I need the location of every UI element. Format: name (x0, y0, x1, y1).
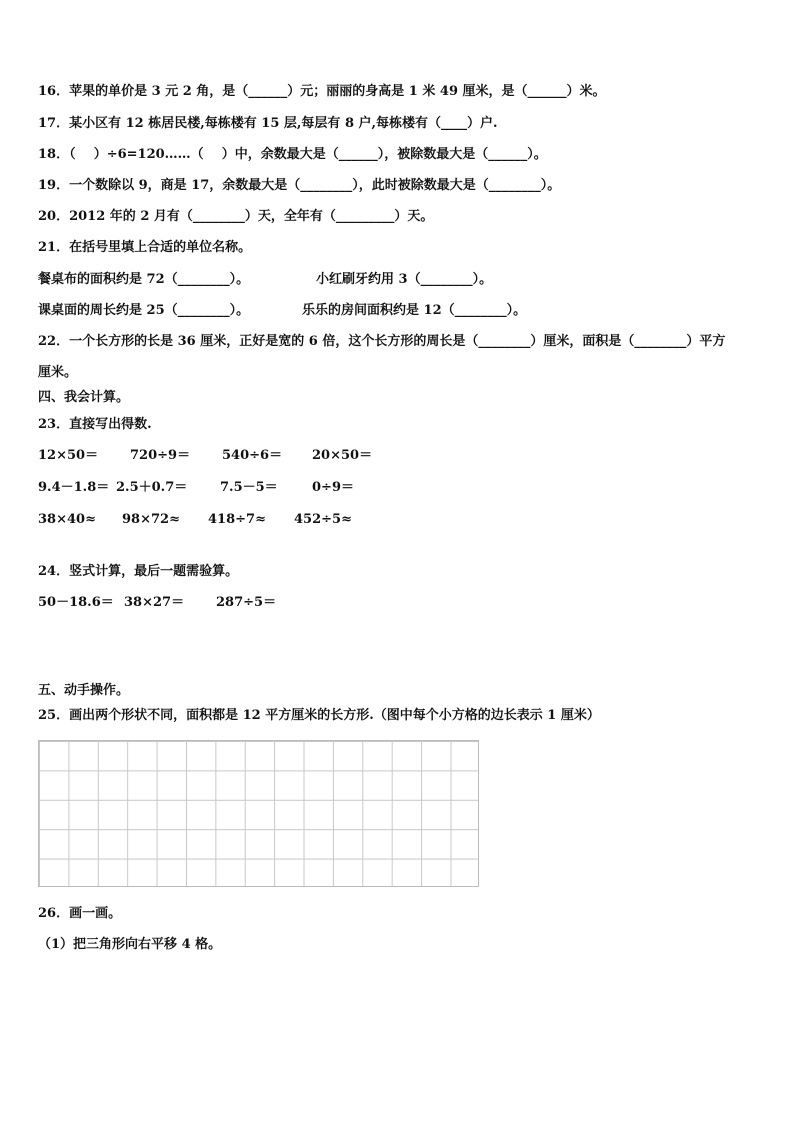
question-21: 21．在括号里填上合适的单位名称。 (38, 240, 252, 255)
calc-row-1-item-2: 720÷9＝ (130, 448, 191, 463)
calc-row-3-item-1: 38×40≈ (38, 512, 96, 527)
calc-row-2-item-1: 9.4－1.8＝ (38, 480, 110, 495)
question-26: 26．画一画。 (38, 906, 122, 921)
question-21-item-d: 乐乐的房间面积约是 12（________）。 (302, 303, 527, 318)
question-19: 19．一个数除以 9，商是 17，余数最大是（________），此时被除数最大是（________）。 (38, 178, 561, 193)
question-21-item-b: 小红刷牙约用 3（________）。 (316, 272, 493, 287)
question-21-item-a: 餐桌布的面积约是 72（________）。 (38, 272, 250, 287)
question-20: 20．2012 年的 2 月有（________）天，全年有（_________）天。 (38, 209, 434, 224)
question-23: 23．直接写出得数. (38, 417, 152, 432)
calc-row-4-item-2: 38×27＝ (124, 595, 185, 610)
section-4-title: 四、我会计算。 (38, 390, 130, 405)
question-21-item-c: 课桌面的周长约是 25（________）。 (38, 303, 250, 318)
calc-row-4-item-3: 287÷5＝ (216, 595, 277, 610)
question-26-part-1: （1）把三角形向右平移 4 格。 (38, 937, 222, 952)
question-22-line1: 22．一个长方形的长是 36 厘米，正好是宽的 6 倍，这个长方形的周长是（________）厘米，面积是（________）平方 (38, 334, 726, 349)
question-24: 24．竖式计算，最后一题需验算。 (38, 564, 239, 579)
calc-row-4-item-1: 50－18.6＝ (38, 595, 114, 610)
calc-row-1-item-3: 540÷6＝ (222, 448, 283, 463)
section-5-title: 五、动手操作。 (38, 683, 130, 698)
question-17: 17．某小区有 12 栋居民楼,每栋楼有 15 层,每层有 8 户,每栋楼有（____）户. (38, 116, 498, 131)
calc-row-3-item-2: 98×72≈ (122, 512, 180, 527)
drawing-grid[interactable] (38, 740, 479, 887)
calc-row-1-item-1: 12×50＝ (38, 448, 99, 463)
calc-row-3-item-3: 418÷7≈ (208, 512, 266, 527)
calc-row-2-item-4: 0÷9＝ (312, 480, 354, 495)
question-22-line2: 厘米。 (38, 365, 78, 380)
calc-row-3-item-4: 452÷5≈ (294, 512, 352, 527)
question-16: 16．苹果的单价是 3 元 2 角，是（______）元；丽丽的身高是 1 米 49 厘米，是（______）米。 (38, 84, 606, 99)
question-25: 25．画出两个形状不同，面积都是 12 平方厘米的长方形.（图中每个小方格的边长表示 1 厘米） (38, 708, 600, 723)
calc-row-1-item-4: 20×50＝ (312, 448, 373, 463)
question-18: 18．（ ）÷6=120……（ ）中，余数最大是（______），被除数最大是（______）。 (38, 147, 547, 162)
calc-row-2-item-2: 2.5＋0.7＝ (116, 480, 188, 495)
calc-row-2-item-3: 7.5－5＝ (220, 480, 278, 495)
